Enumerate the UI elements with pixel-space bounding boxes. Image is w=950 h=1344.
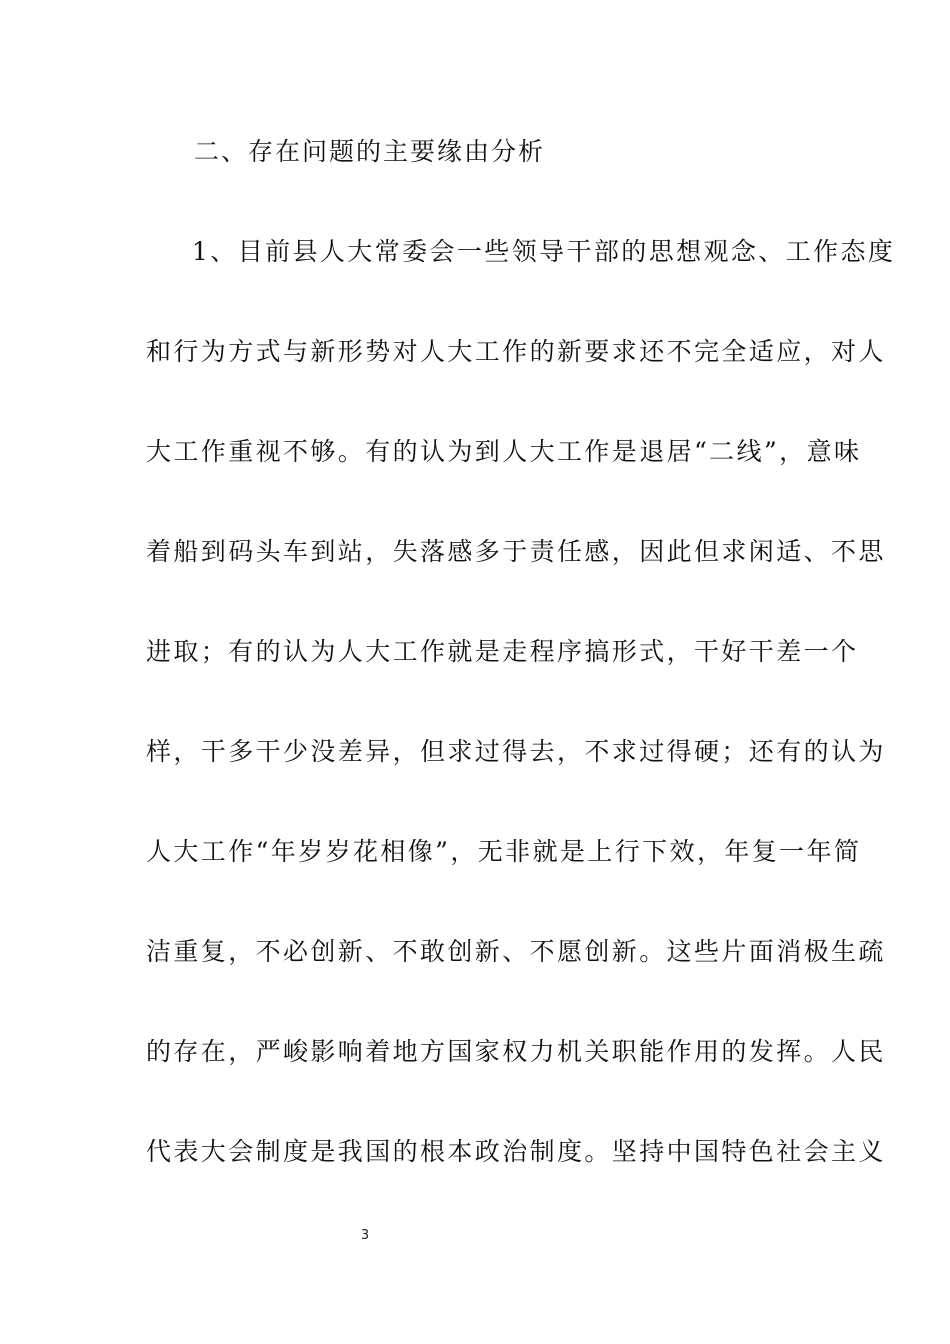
section-heading: 二、存在问题的主要缘由分析	[194, 137, 546, 166]
paragraph-line: 和行为方式与新形势对人大工作的新要求还不完全适应，对人	[146, 337, 886, 366]
paragraph-line: 洁重复，不必创新、不敢创新、不愿创新。这些片面消极生疏	[146, 937, 886, 966]
paragraph-line: 人大工作“年岁岁花相像”，无非就是上行下效，年复一年简	[146, 837, 862, 866]
paragraph-line: 进取；有的认为人大工作就是走程序搞形式，干好干差一个	[146, 637, 859, 666]
paragraph-line: 着船到码头车到站，失落感多于责任感，因此但求闲适、不思	[146, 537, 886, 566]
paragraph-line: 代表大会制度是我国的根本政治制度。坚持中国特色社会主义	[146, 1137, 886, 1166]
paragraph-line: 的存在，严峻影响着地方国家权力机关职能作用的发挥。人民	[146, 1037, 886, 1066]
paragraph-line: 1、目前县人大常委会一些领导干部的思想观念、工作态度	[192, 237, 896, 266]
paragraph-line: 大工作重视不够。有的认为到人大工作是退居“二线”，意味	[146, 437, 862, 466]
page-number: 3	[360, 1228, 370, 1243]
paragraph-line: 样，干多干少没差异，但求过得去，不求过得硬；还有的认为	[146, 737, 886, 766]
